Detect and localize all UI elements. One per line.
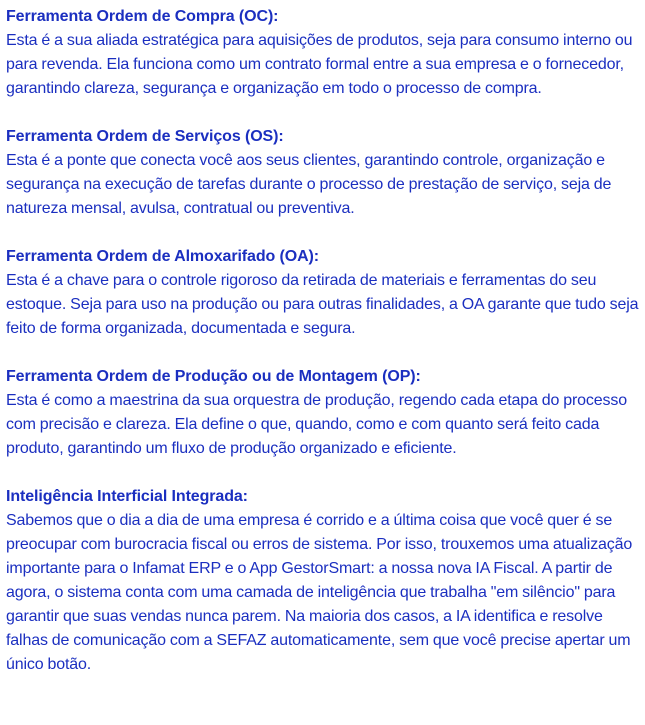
section-body: Esta é como a maestrina da sua orquestra de produção, regendo cada etapa do processo com precisão e clareza. Ela define o que, quando, como e com quanto será feito cada produto, garantindo um fluxo de produção organizado e eficiente. — [6, 392, 627, 457]
section-title: Ferramenta Ordem de Almoxarifado (OA): — [6, 248, 320, 265]
section-title: Ferramenta Ordem de Produção ou de Montagem (OP): — [6, 368, 421, 385]
section-title: Ferramenta Ordem de Compra (OC): — [6, 8, 279, 25]
section-inteligencia-interficial — [6, 485, 639, 677]
section-title: Inteligência Interficial Integrada: — [6, 488, 248, 505]
section-body: Esta é a ponte que conecta você aos seus clientes, garantindo controle, organização e segurança na execução de tarefas durante o processo de prestação de serviço, seja de natureza mensal, avulsa, contratual ou preventiva. — [6, 152, 612, 217]
section-body: Sabemos que o dia a dia de uma empresa é corrido e a última coisa que você quer é se preocupar com burocracia fiscal ou erros de sistema. Por isso, trouxemos uma atualização importante para o Infamat ERP e o App GestorSmart: a nossa nova IA Fiscal. A partir de agora, o sistema conta com uma camada de inteligência que trabalha "em silêncio" para garantir que suas vendas nunca parem. Na maioria dos casos, a IA identifica e resolve falhas de comunicação com a SEFAZ automaticamente, sem que você precise apertar um único botão. — [6, 512, 633, 673]
section-body: Esta é a sua aliada estratégica para aquisições de produtos, seja para consumo interno ou para revenda. Ela funciona como um contrato formal entre a sua empresa e o fornecedor, garantindo clareza, segurança e organização em todo o processo de compra. — [6, 32, 633, 97]
section-body: Esta é a chave para o controle rigoroso da retirada de materiais e ferramentas do seu estoque. Seja para uso na produção ou para outras finalidades, a OA garante que tudo seja feito de forma organizada, documentada e segura. — [6, 272, 639, 337]
section-ordem-de-almoxarifado — [6, 245, 639, 341]
section-ordem-de-producao — [6, 365, 639, 461]
section-ordem-de-servicos — [6, 125, 639, 221]
section-ordem-de-compra — [6, 5, 639, 101]
section-title: Ferramenta Ordem de Serviços (OS): — [6, 128, 284, 145]
